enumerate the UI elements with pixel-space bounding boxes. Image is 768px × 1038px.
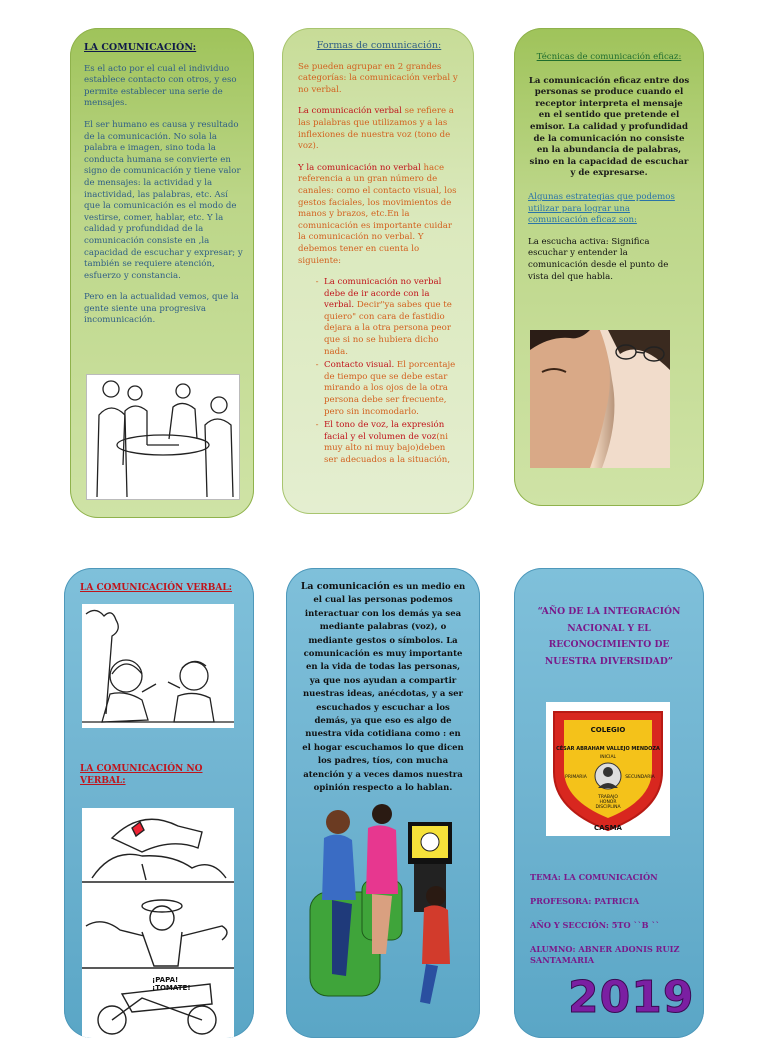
crest-primaria: PRIMARIA (565, 775, 587, 780)
panel1-paragraph-1: Es el acto por el cual el individuo establece contacto con otros, y eso permite establecer una serie de mensajes. (84, 63, 237, 109)
panel-portada (514, 568, 704, 1038)
panel1-title: LA COMUNICACIÓN: (84, 42, 197, 53)
nonverbal-lead: Y la comunicación no verbal (298, 162, 421, 173)
panel1-paragraph-3: Pero en la actualidad vemos, que la gente siente una progresiva incomunicación. (84, 292, 239, 326)
panel2-paragraph-3 (298, 163, 460, 267)
crest-disciplina: DISCIPLINA (595, 805, 621, 810)
panel-formas-comunicacion (282, 28, 474, 514)
verbal-rest: se refiere a las palabras que utilizamos y a las inflexiones de nuestra voz (tono de voz). (298, 106, 454, 152)
bullet-1: - La comunicación no verbal debe de ir acorde con la verbal. Decir"ya sabes que te quiero" con cara de fastidio dejara a la otra persona peor que si no se hubiera dicho nada. (324, 277, 460, 358)
profesora-line: PROFESORA: PATRICIA (530, 896, 640, 906)
panel-la-comunicacion-medio (286, 568, 480, 1038)
panel1-paragraph-2: El ser humano es causa y resultado de la comunicación. No sola la palabra e imagen, sino toda la conducta humana se convierte en signo de comunicación y tiene valor de mensajes: la actividad y la inactividad, las palabras, etc. Así que la comunicación es el modo de vestirse, comer, hablar, etc. Y la calidad y profundidad de la comunicación consiste en ,la capacidad de escuchar y expresar; y también se requiere atención, esfuerzo y constancia. (84, 119, 243, 281)
school-crest (546, 702, 670, 836)
panel2-paragraph-1: Se pueden agrupar en 2 grandes categorías: la comunicación verbal y no verbal. (298, 61, 458, 95)
nonverbal-rest: hace referencia a un gran número de canales: como el contacto visual, los gestos faciales, los movimientos de manos y brazos, etc.En la comunicación es importante cuidar la comunicación no verbal. Y debemos tener en cuenta lo siguiente: (298, 162, 457, 266)
meeting-drawing (86, 374, 240, 500)
year-wordart: 2019 (568, 972, 695, 1023)
alumno-line: ALUMNO: ABNER ADONIS RUIZ SANTAMARIA (530, 944, 680, 965)
panel4-title-no-verbal: LA COMUNICACIÓN NO VERBAL: (80, 764, 203, 786)
crest-inicial: INICIAL (599, 755, 617, 760)
panel-la-comunicacion (70, 28, 254, 518)
panel-tecnicas-comunicacion (514, 28, 704, 506)
panel3-title: Técnicas de comunicación eficaz: (536, 52, 682, 62)
panel3-paragraph-1: La comunicación eficaz entre dos personas se produce cuando el receptor interpreta el mensaje en el sentido que pretende el emisor. La calidad y profundidad de la comunicación no consiste en la abundancia de palabras, sino en la capacidad de escuchar y de expresarse. (528, 75, 690, 179)
tema-line: TEMA: LA COMUNICACIÓN (530, 872, 658, 882)
crest-honor: HONOR (599, 800, 617, 805)
active-listening-photo (530, 330, 670, 468)
panel2-title: Formas de comunicación: (316, 40, 442, 51)
bullet-3: - El tono de voz, la expresión facial y el volumen de voz(ni muy alto ni muy bajo)deben ser adecuados a la situación, (324, 420, 460, 466)
gestures-drawing (82, 808, 234, 1038)
children-talking-drawing (82, 604, 234, 728)
vendor-bubble-text: ¡PAPA! ¡TOMATE! (152, 976, 191, 992)
crest-secundaria: SECUNDARIA (625, 775, 655, 780)
panel5-text: es un medio en el cual las personas podemos interactuar con los demás ya sea mediante palabras (voz), o mediante gestos o símbolos. La comunicación es muy importante en la vida de todas las personas, ya que nos ayudan a compartir nuestras ideas, anécdotas, y a ser escuchados y escuchar a los demás, ya que eso es algo de nuestra vida cotidiana como : en el hogar escuchamos lo que dicen los padres, tíos, con mucha atención y a veces damos nuestra opinión respecto a lo hablan. (302, 582, 466, 794)
panel4-title-verbal: LA COMUNICACIÓN VERBAL: (80, 583, 232, 593)
verbal-lead: La comunicación verbal (298, 106, 402, 117)
crest-casma: CASMA (594, 824, 622, 832)
crest-school-name: CÉSAR ABRAHAM VALLEJO MENDOZA (556, 746, 660, 752)
crest-colegio: COLEGIO (590, 726, 626, 734)
bullet-2: - Contacto visual. El porcentaje de tiempo que se debe estar mirando a los ojos de la otra persona debe ser frecuente, pero sin incomodarlo. (324, 360, 460, 418)
grado-line: AÑO Y SECCIÓN: 5TO ``B `` (530, 920, 660, 930)
crest-trabajo: TRABAJO (598, 795, 618, 800)
panel2-paragraph-2 (298, 106, 460, 152)
family-tv-illustration (302, 804, 466, 1016)
panel3-paragraph-2: La escucha activa: Significa escuchar y entender la comunicación desde el punto de vista del que habla. (528, 236, 669, 282)
panel-verbal-no-verbal (64, 568, 254, 1038)
panel5-lead: La comunicación (300, 581, 390, 592)
motto-text: “AÑO DE LA INTEGRACIÓN NACIONAL Y EL RECONOCIMIENTO DE NUESTRA DIVERSIDAD” (537, 606, 681, 667)
panel3-subtitle: Algunas estrategias que podemos utilizar para lograr una comunicación eficaz son: (528, 191, 675, 226)
